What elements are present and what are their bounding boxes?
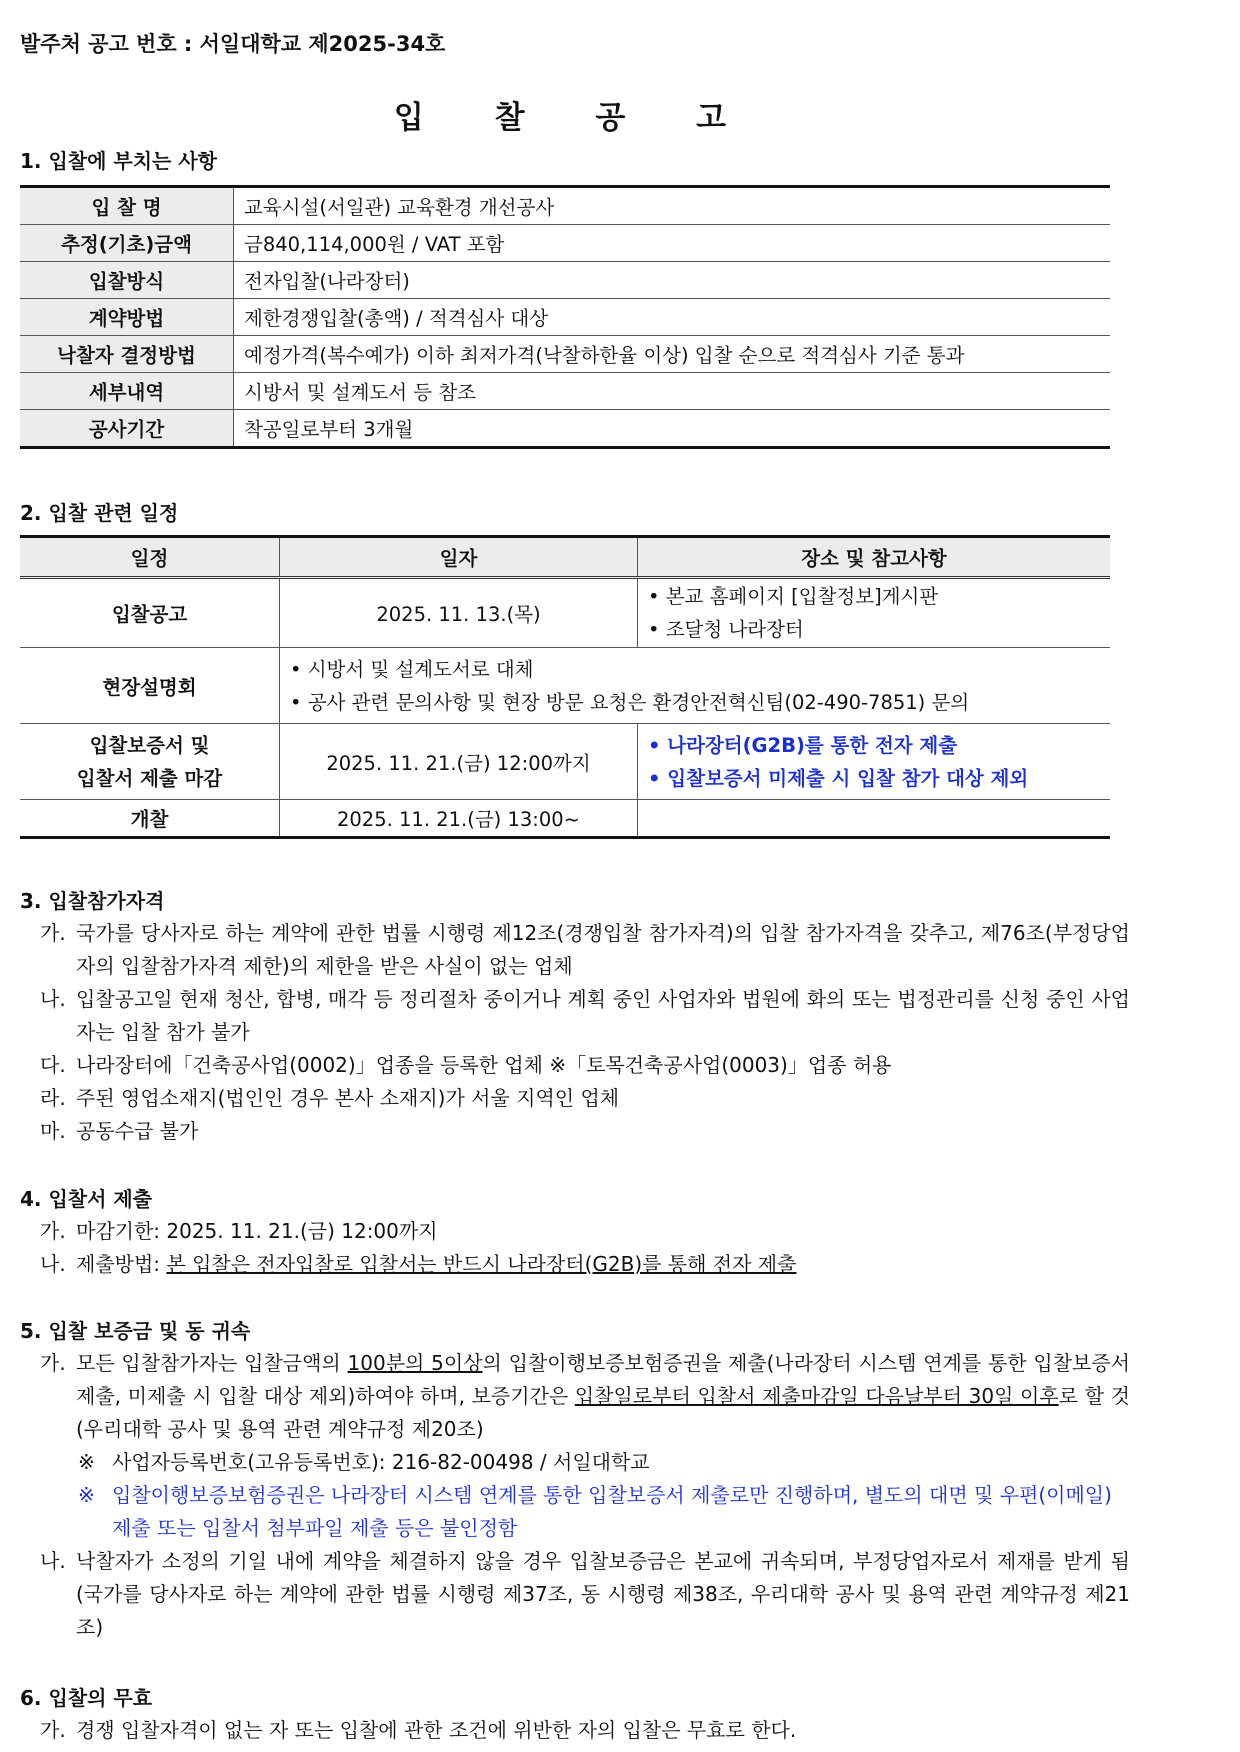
- list-item: 가. 국가를 당사자로 하는 계약에 관한 법률 시행령 제12조(경쟁입찰 참가자격)의 입찰 참가자격을 갖추고, 제76조(부정당업자의 입찰참가자격 제한)의 제한을 받은 사실이 없는 업체: [40, 921, 1130, 978]
- table-header-row: [20, 537, 1110, 578]
- table-row: [20, 724, 1110, 800]
- page-title: 입 찰 공 고: [393, 100, 757, 136]
- list-item: 마. 공동수급 불가: [40, 1119, 199, 1143]
- table-row: [20, 373, 1110, 410]
- bid-info-table: [20, 185, 1110, 449]
- schedule-notes: [638, 578, 1111, 648]
- table-row: [20, 225, 1110, 262]
- row-value: 제한경쟁입찰(총액) / 적격심사 대상: [234, 299, 1111, 336]
- row-value: 예정가격(복수예가) 이하 최저가격(낙찰하한율 이상) 입찰 순으로 적격심사 기준 통과: [234, 336, 1111, 373]
- list-item: • 공사 관련 문의사항 및 현장 방문 요청은 환경안전혁신팀(02-490-7851) 문의: [290, 690, 970, 714]
- list-item: 나. 낙찰자가 소정의 기일 내에 계약을 체결하지 않을 경우 입찰보증금은 본교에 귀속되며, 부정당업자로서 제재를 받게 됨 (국가를 당사자로 하는 계약에 관한 법률 시행령 제37조, 동 시행령 제38조, 우리대학 공사 및 용역 관련 계약규정 제21조): [40, 1549, 1130, 1639]
- row-value: 교육시설(서일관) 교육환경 개선공사: [234, 187, 1111, 225]
- submission-list: [20, 1215, 1130, 1281]
- row-label: 세부내역: [20, 373, 234, 410]
- row-label: 입찰방식: [20, 262, 234, 299]
- deposit-list: [20, 1347, 1130, 1644]
- table-row: [20, 648, 1110, 724]
- section-3-heading: 3. 입찰참가자격: [20, 889, 165, 913]
- list-item: 라. 주된 영업소재지(법인인 경우 본사 소재지)가 서울 지역인 업체: [40, 1086, 620, 1110]
- table-row: [20, 262, 1110, 299]
- section-1-heading: 1. 입찰에 부치는 사항: [20, 149, 217, 173]
- list-item: • 나라장터(G2B)를 통한 전자 제출: [648, 733, 958, 757]
- note-item-emphasis: ※ 입찰이행보증보험증권은 나라장터 시스템 연계를 통한 입찰보증서 제출로만 진행하며, 별도의 대면 및 우편(이메일) 제출 또는 입찰서 첨부파일 제출 등은 불인정함: [78, 1483, 1112, 1540]
- section-4-heading: 4. 입찰서 제출: [20, 1187, 153, 1211]
- schedule-date: 2025. 11. 21.(금) 13:00~: [280, 800, 638, 838]
- row-value: 시방서 및 설계도서 등 참조: [234, 373, 1111, 410]
- list-item: 나. 입찰공고일 현재 청산, 합병, 매각 등 정리절차 중이거나 계획 중인 사업자와 법원에 화의 또는 법정관리를 신청 중인 사업자는 입찰 참가 불가: [40, 987, 1130, 1044]
- notice-number: 발주처 공고 번호 : 서일대학교 제2025-34호: [20, 32, 446, 56]
- schedule-name: 개찰: [20, 800, 280, 838]
- row-value: 금840,114,000원 / VAT 포함: [234, 225, 1111, 262]
- table-row: [20, 410, 1110, 448]
- schedule-notes: [638, 724, 1111, 800]
- section-6-heading: 6. 입찰의 무효: [20, 1686, 153, 1710]
- schedule-name: 현장설명회: [20, 648, 280, 724]
- section-2-heading: 2. 입찰 관련 일정: [20, 501, 179, 525]
- list-item: 나. 제출방법: 본 입찰은 전자입찰로 입찰서는 반드시 나라장터(G2B)를 통해 전자 제출: [40, 1252, 797, 1276]
- note-item: ※ 사업자등록번호(고유등록번호): 216-82-00498 / 서일대학교: [78, 1450, 650, 1474]
- row-label: 낙찰자 결정방법: [20, 336, 234, 373]
- column-header: 장소 및 참고사항: [638, 537, 1111, 578]
- schedule-table: [20, 535, 1110, 839]
- column-header: 일자: [280, 537, 638, 578]
- list-item: 가. 마감기한: 2025. 11. 21.(금) 12:00까지: [40, 1219, 438, 1243]
- schedule-name: 입찰보증서 및 입찰서 제출 마감: [20, 724, 280, 800]
- section-5-heading: 5. 입찰 보증금 및 동 귀속: [20, 1319, 251, 1343]
- list-item: 가. 모든 입찰참가자는 입찰금액의 100분의 5이상의 입찰이행보증보험증권을 제출(나라장터 시스템 연계를 통한 입찰보증서 제출, 미제출 시 입찰 대상 제외)하여야 하며, 보증기간은 입찰일로부터 입찰서 제출마감일 다음날부터 30일 이후로 할 것(우리대학 공사 및 용역 관련 계약규정 제20조): [40, 1351, 1131, 1441]
- table-row: [20, 299, 1110, 336]
- table-row: [20, 187, 1110, 225]
- schedule-notes: [280, 648, 1111, 724]
- column-header: 일정: [20, 537, 280, 578]
- row-label: 공사기간: [20, 410, 234, 448]
- row-value: 전자입찰(나라장터): [234, 262, 1111, 299]
- list-item: 가. 경쟁 입찰자격이 없는 자 또는 입찰에 관한 조건에 위반한 자의 입찰은 무효로 한다.: [40, 1718, 797, 1742]
- row-label: 계약방법: [20, 299, 234, 336]
- invalidity-list: [20, 1714, 1130, 1747]
- list-item: • 시방서 및 설계도서로 대체: [290, 657, 534, 681]
- row-label: 입 찰 명: [20, 187, 234, 225]
- schedule-date: 2025. 11. 21.(금) 12:00까지: [280, 724, 638, 800]
- eligibility-list: [20, 917, 1130, 1148]
- list-item: • 입찰보증서 미제출 시 입찰 참가 대상 제외: [648, 766, 1029, 790]
- list-item: 다. 나라장터에「건축공사업(0002)」업종을 등록한 업체 ※「토목건축공사업(0003)」업종 허용: [40, 1053, 892, 1077]
- list-item: • 본교 홈페이지 [입찰정보]게시판: [648, 585, 939, 608]
- table-row: [20, 578, 1110, 648]
- schedule-name: 입찰공고: [20, 578, 280, 648]
- row-label: 추정(기초)금액: [20, 225, 234, 262]
- row-value: 착공일로부터 3개월: [234, 410, 1111, 448]
- table-row: [20, 800, 1110, 838]
- schedule-date: 2025. 11. 13.(목): [280, 578, 638, 648]
- schedule-notes: [638, 800, 1111, 838]
- table-row: [20, 336, 1110, 373]
- list-item: • 조달청 나라장터: [648, 618, 804, 641]
